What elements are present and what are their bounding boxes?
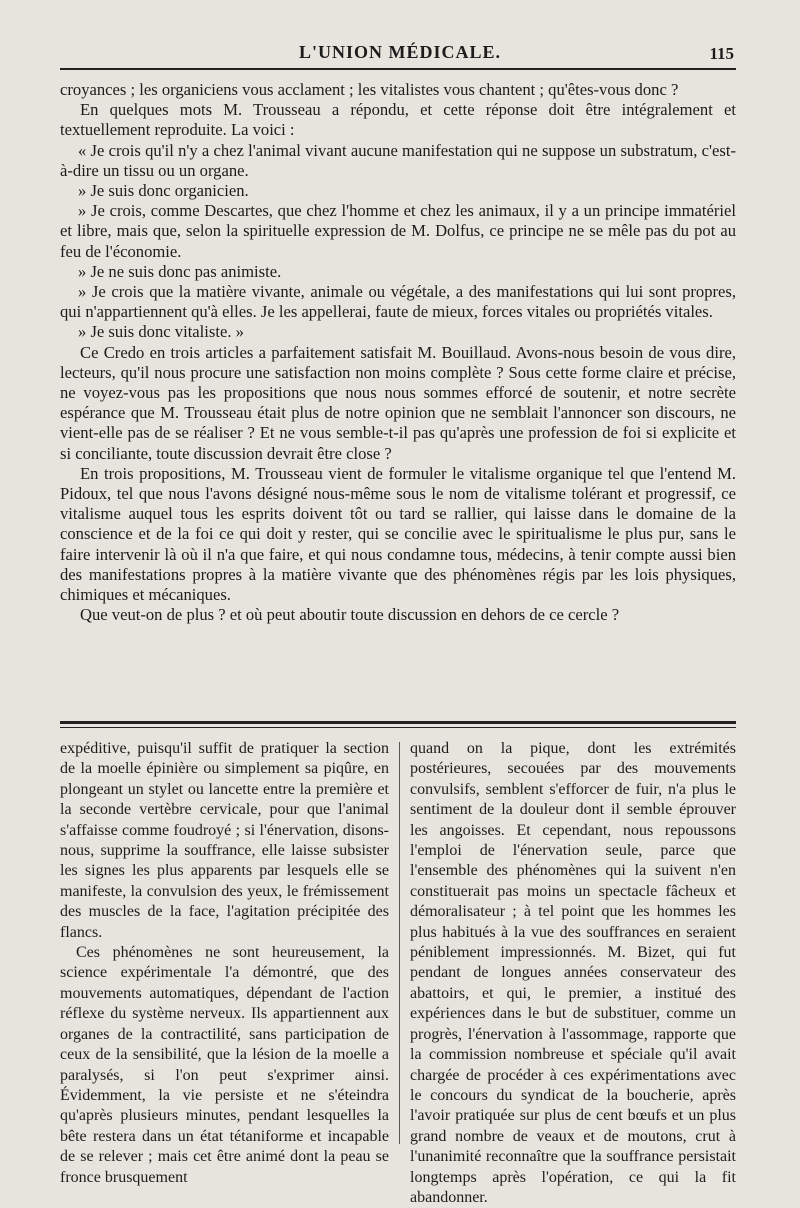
section-rule-thick: [60, 721, 736, 724]
page-number: 115: [709, 44, 734, 63]
quote-line: » Je crois, comme Descartes, que chez l'homme et chez les animaux, il y a un principe immatériel et libre, mais que, selon la spirituelle expression de M. Dolfus, ce principe ne se mêle pas du pot au feu de l'économie.: [60, 201, 736, 261]
quote-line: » Je suis donc organicien.: [78, 181, 249, 201]
paragraph: En quelques mots M. Trousseau a répondu, et cette réponse doit être intégralement et textuellement reproduite. La voici :: [60, 100, 736, 140]
paragraph: quand on la pique, dont les extrémités postérieures, secouées par des mouvements convulsifs, semblent s'efforcer de fuir, n'a plus le sentiment de la douleur dont il semble éprouver les angoisses. Et cependant, nous repoussons l'emploi de l'énervation seule, parce que l'ensemble des phénomènes qui la suivent n'en constituerait pas moins un spectacle fâcheux et démoralisateur ; à tel point que les hommes les plus habitués à la vue des souffrances en seraient péniblement impressionnés. M. Bizet, qui fut pendant de longues années conservateur des abattoirs, et qui, le premier, a institué des expériences dans le but de substituer, comme un progrès, l'énervation à l'assommage, rapporte que la commission nombreuse et spéciale qu'il avait chargée de procéder à ces expérimentations avec le concours du syndicat de la boucherie, après l'avoir pratiquée sur plus de cent bœufs et un plus grand nombre de veaux et de moutons, crut à l'unanimité reconnaître que la souffrance persistait longtemps après l'opération, ce qui la fit abandonner.: [410, 740, 736, 1206]
running-header: [60, 40, 740, 66]
header-rule: [60, 68, 736, 70]
paragraph: En trois propositions, M. Trousseau vient de formuler le vitalisme organique tel que l'entend M. Pidoux, tel que nous l'avons désigné nous-même sous le nom de vitalisme tolérant et progressif, ce vitalisme auquel tous les esprits doivent tôt ou tard se rallier, qui laisse dans le domaine de la conscience et de la foi ce qui doit y rester, qui se concilie avec le spiritualisme le plus pur, sans le faire intervenir là où il n'a que faire, et qui nous condamne tous, médecins, à tenir compte aussi bien des manifestations propres à la matière vivante que des phénomènes régis par les lois physiques, chimiques et mécaniques.: [60, 463, 736, 605]
feuilleton-right-column: [410, 739, 736, 1208]
quote-line: » Je crois que la matière vivante, animale ou végétale, a des manifestations qui lui sont propres, qui n'appartiennent qu'à elles. Je les appellerai, faute de mieux, forces vitales ou propriétés vitales.: [60, 282, 736, 322]
paragraph: Ces phénomènes ne sont heureusement, la science expérimentale l'a démontré, que des mouvements automatiques, dépendant de l'action réflexe du système nerveux. Ils appartiennent aux organes de la contractilité, sans participation de ceux de la sensibilité, que la lésion de la moelle a paralysés, si l'on peut s'exprimer ainsi. Évidemment, la vie persiste et ne s'éteindra qu'après plusieurs minutes, pendant lesquelles la bête restera dans un état tétaniforme et incapable de se relever ; mais cet être animé dont la peau se fronce brusquement: [60, 944, 389, 1186]
paragraph: Que veut-on de plus ? et où peut aboutir toute discussion en dehors de ce cercle ?: [80, 605, 620, 625]
paragraph: croyances ; les organiciens vous acclament ; les vitalistes vous chantent ; qu'êtes-vous donc ?: [60, 80, 679, 99]
main-text: [60, 80, 736, 625]
paragraph: expéditive, puisqu'il suffit de pratiquer la section de la moelle épinière ou simplement sa piqûre, en plongeant un stylet ou lancette entre la première et la seconde vertèbre cervicale, pour que l'animal s'affaisse comme foudroyé ; si l'énervation, disons-nous, supprime la souffrance, elle laisse subsister les signes les plus apparents par lesquels elle se manifeste, la convulsion des yeux, le frémissement des muscles de la face, l'agitation précipitée des flancs.: [60, 740, 389, 941]
feuilleton-left-column: [60, 739, 389, 1188]
section-rule-thin: [60, 727, 736, 728]
quote-line: » Je ne suis donc pas animiste.: [78, 261, 282, 281]
quote-line: » Je suis donc vitaliste. »: [78, 322, 244, 342]
paragraph: Ce Credo en trois articles a parfaitement satisfait M. Bouillaud. Avons-nous besoin de vous dire, lecteurs, qu'il nous procure une satisfaction non moins complète ? Sous cette forme claire et précise, ne voyez-vous pas les propositions que nous nous sommes efforcé de soutenir, et notre secrète espérance que M. Trousseau était plus de notre opinion que ne semblait l'annoncer son discours, ne vient-elle pas de se réaliser ? Et ne vous semble-t-il pas qu'après une profession de foi si explicite et si conciliante, toute discussion devrait être close ?: [60, 342, 736, 463]
journal-title: L'UNION MÉDICALE.: [298, 42, 502, 62]
quote-line: « Je crois qu'il n'y a chez l'animal vivant aucune manifestation qui ne suppose un substratum, c'est-à-dire un tissu ou un organe.: [60, 140, 736, 180]
column-divider: [399, 742, 400, 1144]
